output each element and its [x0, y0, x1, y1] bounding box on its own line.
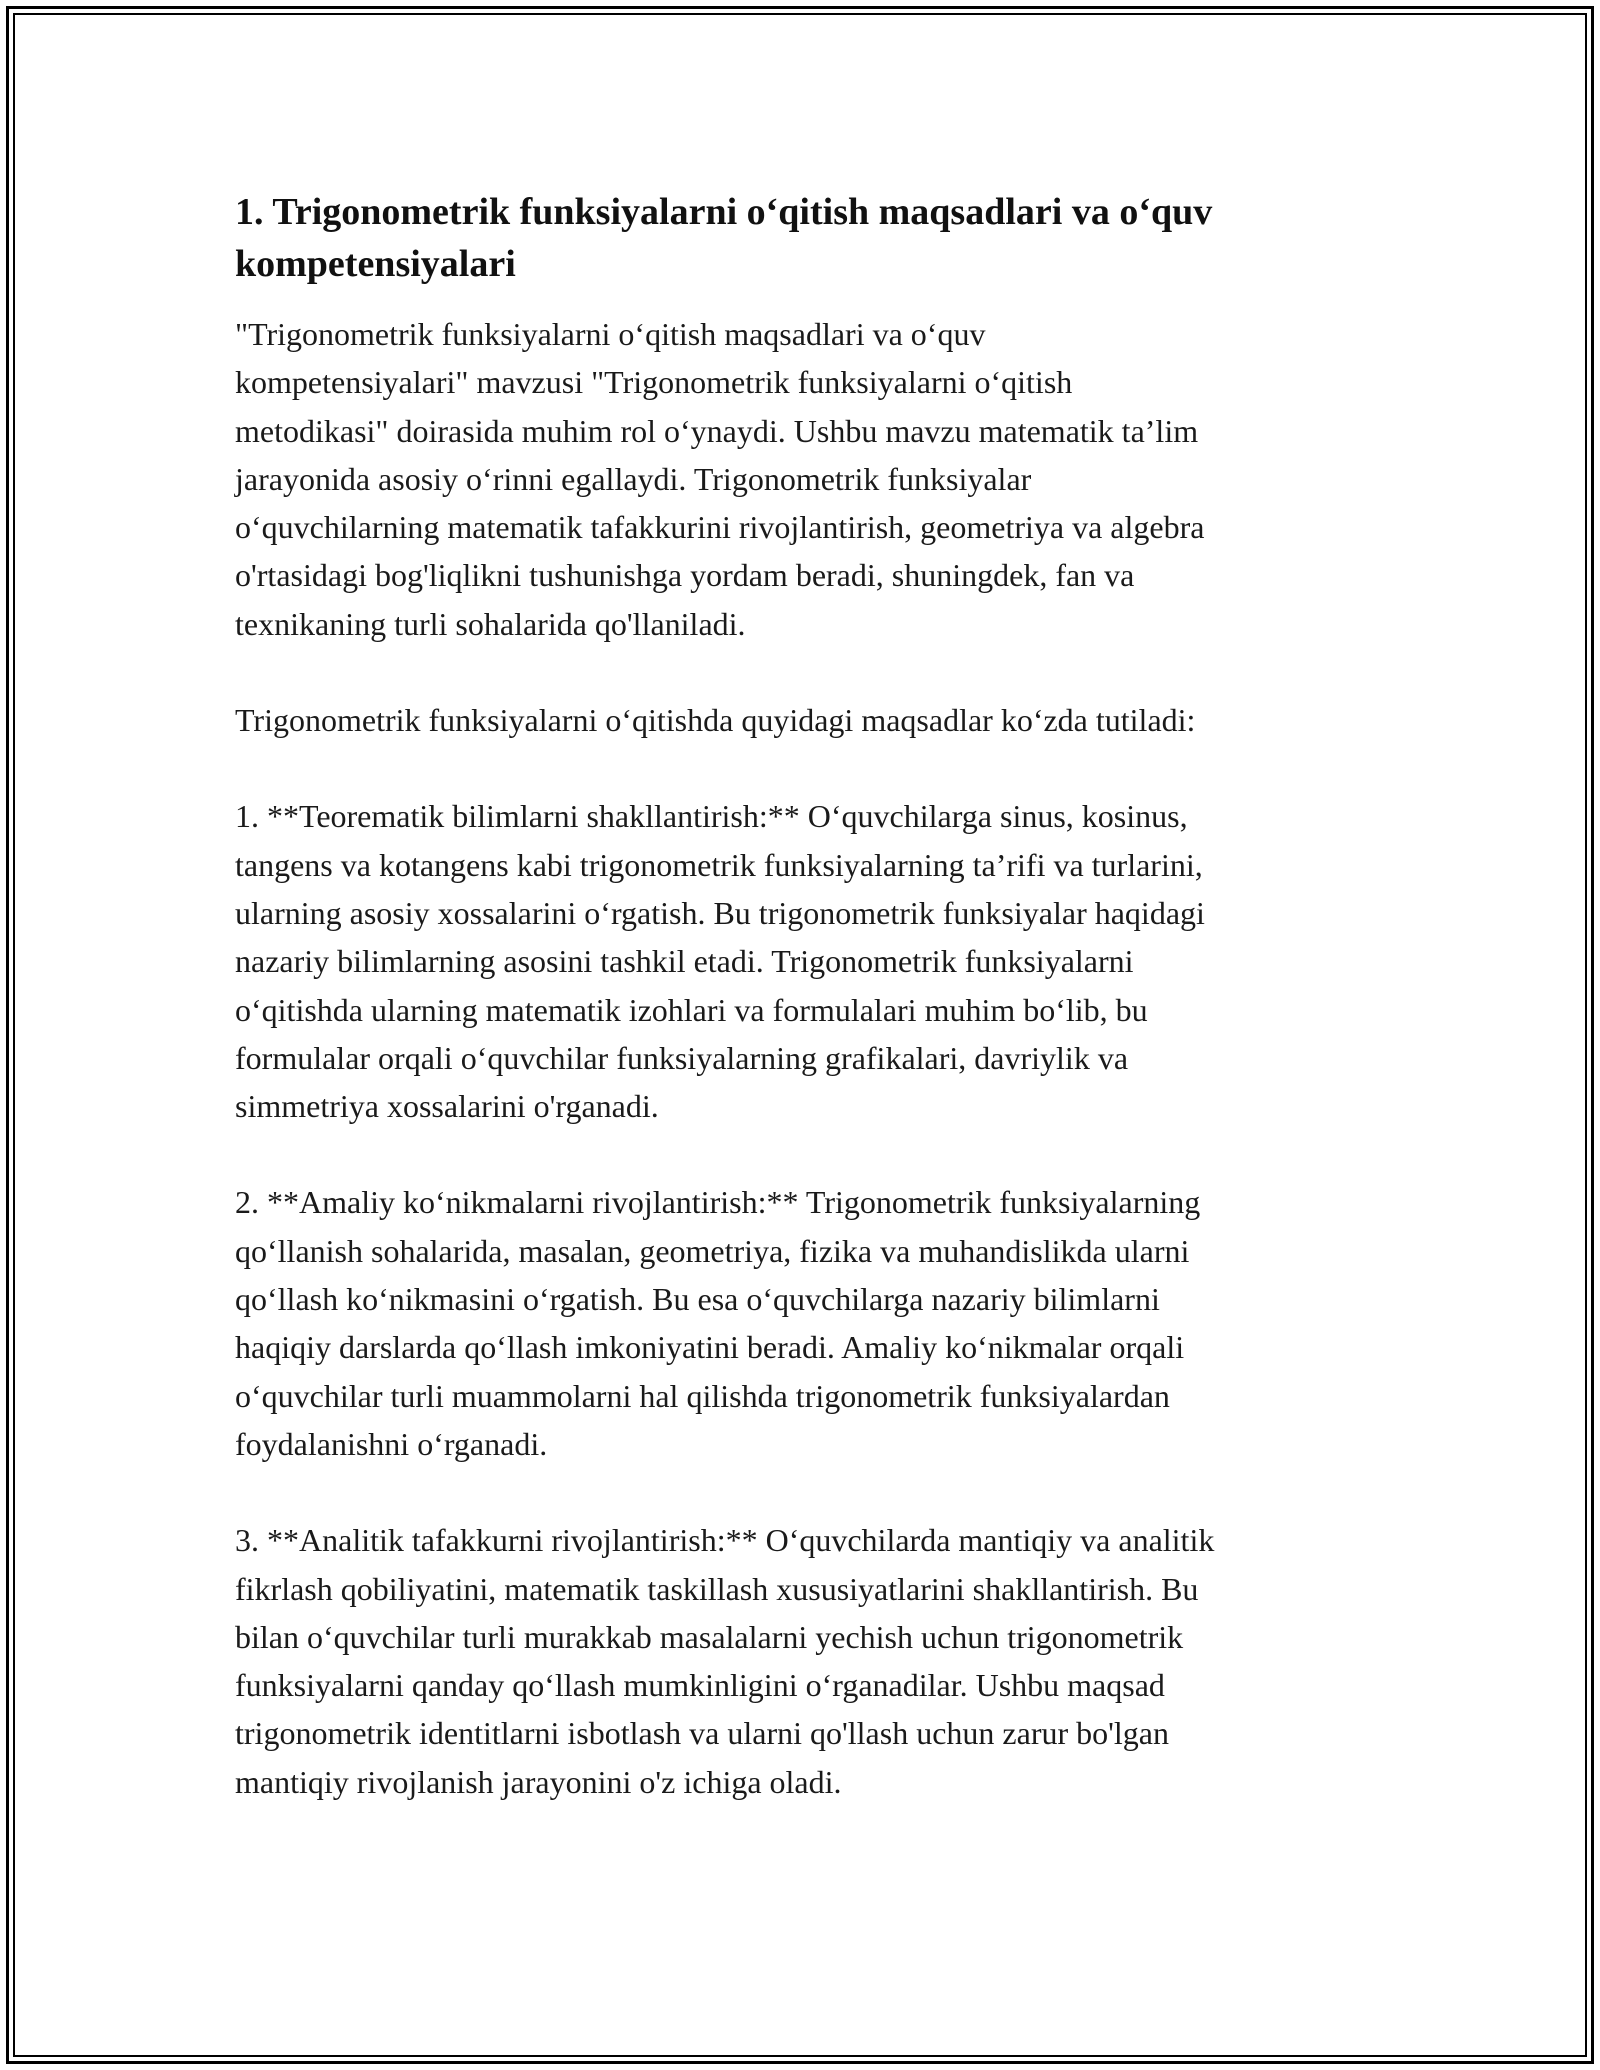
goal-item-2: 2. **Amaliy ko‘nikmalarni rivojlantirish:** Trigonometrik funksiyalarning qo‘llanish sohalarida, masalan, geometriya, fizika va muhandislikda ularni qo‘llash ko‘nikmasini o‘rgatish. Bu esa o‘quvchilarga nazariy bilimlarni haqiqiy darslarda qo‘llash imkoniyatini beradi. Amaliy ko‘nikmalar orqali o‘quvchilar turli muammolarni hal qilishda trigonometrik funksiyalardan foydalanishni o‘rganadi.	[235, 1184, 1201, 1462]
paragraph-gap	[235, 1130, 1375, 1178]
goal-item-3: 3. **Analitik tafakkurni rivojlantirish:** O‘quvchilarda mantiqiy va analitik fikrlash qobiliyatini, matematik taskillash xususiyatlarini shakllantirish. Bu bilan o‘quvchilar turli murakkab masalalarni yechish uchun trigonometrik funksiyalarni qanday qo‘llash mumkinligini o‘rganadilar. Ushbu maqsad trigonometrik identitlarni isbotlash va ularni qo'llash uchun zarur bo'lgan mantiqiy rivojlanish jarayonini o'z ichiga oladi.	[235, 1522, 1215, 1800]
paragraph-gap	[235, 648, 1375, 696]
goals-intro-paragraph: Trigonometrik funksiyalarni o‘qitishda quyidagi maqsadlar ko‘zda tutiladi:	[235, 702, 1196, 739]
paragraph-gap	[235, 744, 1375, 792]
section-heading: 1. Trigonometrik funksiyalarni o‘qitish maqsadlari va o‘quv kompetensiyalari	[235, 191, 1213, 285]
paragraph-gap	[235, 1468, 1375, 1516]
document-body	[235, 186, 1375, 1806]
goal-item-1: 1. **Teorematik bilimlarni shakllantirish:** O‘quvchilarga sinus, kosinus, tangens va kotangens kabi trigonometrik funksiyalarning ta’rifi va turlarini, ularning asosiy xossalarini o‘rgatish. Bu trigonometrik funksiyalar haqidagi nazariy bilimlarning asosini tashkil etadi. Trigonometrik funksiyalarni o‘qitishda ularning matematik izohlari va formulalari muhim bo‘lib, bu formulalar orqali o‘quvchilar funksiyalarning grafikalari, davriylik va simmetriya xossalarini o'rganadi.	[235, 798, 1205, 1125]
intro-paragraph: "Trigonometrik funksiyalarni o‘qitish maqsadlari va o‘quv kompetensiyalari" mavzusi "Trigonometrik funksiyalarni o‘qitish metodikasi" doirasida muhim rol o‘ynaydi. Ushbu mavzu matematik ta’lim jarayonida asosiy o‘rinni egallaydi. Trigonometrik funksiyalar o‘quvchilarning matematik tafakkurini rivojlantirish, geometriya va algebra o'rtasidagi bog'liqlikni tushunishga yordam beradi, shuningdek, fan va texnikaning turli sohalarida qo'llaniladi.	[235, 316, 1205, 642]
